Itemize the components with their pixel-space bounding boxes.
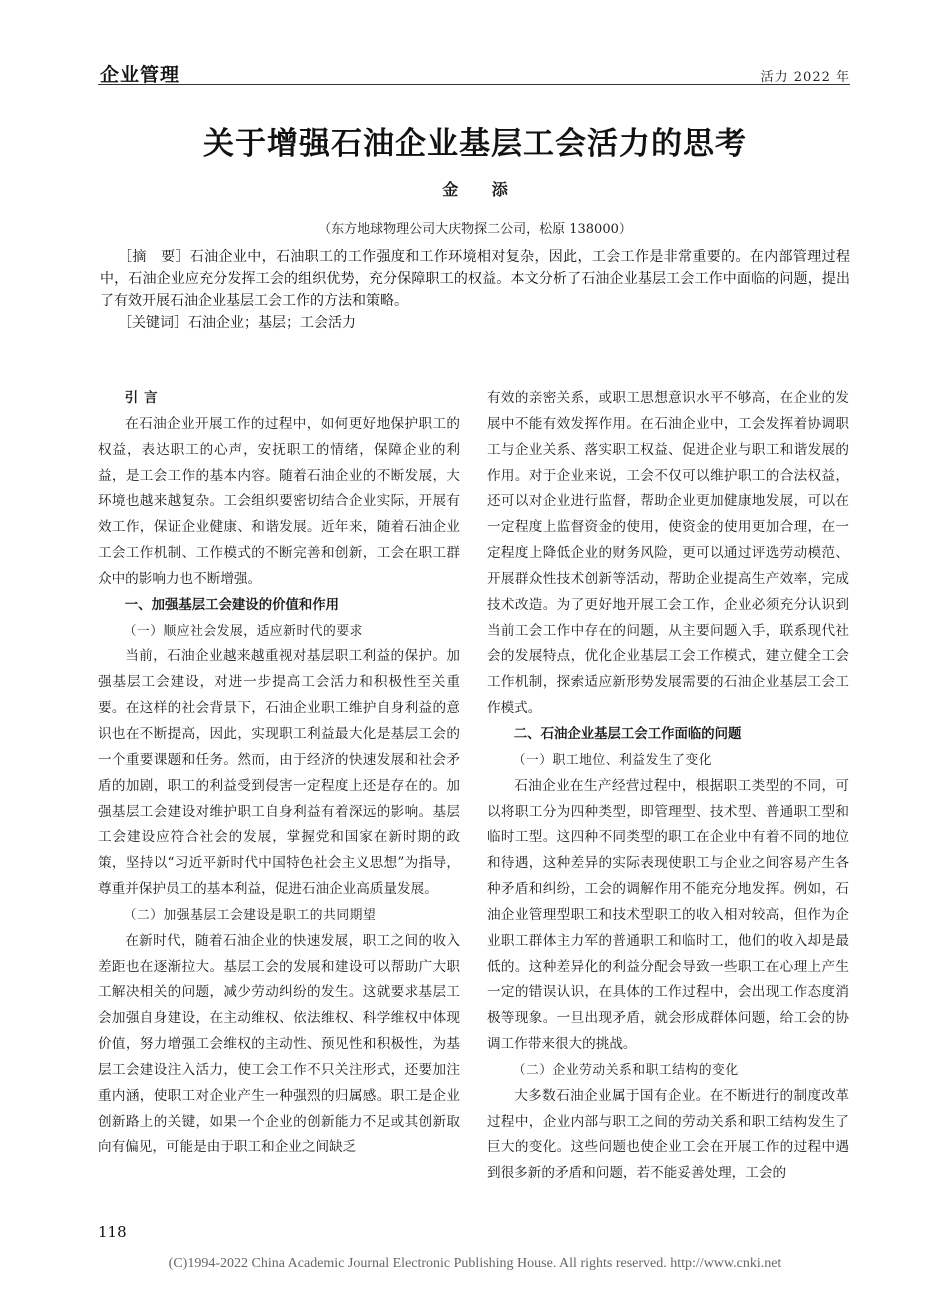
- keywords: ［关键词］石油企业；基层；工会活力: [118, 315, 356, 331]
- subsection-heading-1-2: （二）加强基层工会建设是职工的共同期望: [123, 907, 377, 923]
- running-header: [98, 58, 850, 85]
- paragraph-1-1: 当前，石油企业越来越重视对基层职工利益的保护。加强基层工会建设，对进一步提高工会活力和积极性至关重要。在这样的社会背景下，石油企业职工维护自身利益的意识也在不断提高，因此，实现职工利益最大化是基层工会的一个重要课题和任务。然而，由于经济的快速发展和社会矛盾的加剧，职工的利益受到侵害一定程度上还是存在的。加强基层工会建设对维护职工自身利益有着深远的影响。基层工会建设应符合社会的发展，掌握党和国家在新时期的政策，坚持以“习近平新时代中国特色社会主义思想”为指导，尊重并保护员工的基本利益，促进石油企业高质量发展。: [98, 648, 460, 898]
- section-label: 企业管理: [100, 64, 181, 86]
- copyright-footer: (C)1994-2022 China Academic Journal Electronic Publishing House. All rights reserved. http://www.cnki.net: [168, 1256, 782, 1271]
- left-column: [98, 386, 460, 1161]
- paragraph-1-2: 在新时代，随着石油企业的快速发展，职工之间的收入差距也在逐渐拉大。基层工会的发展和建设可以帮助广大职工解决相关的问题，减少劳动纠纷的发生。这就要求基层工会加强自身建设，在主动维权、依法维权、科学维权中体现价值，努力增强工会维权的主动性、预见性和积极性，为基层工会建设注入活力，使工会工作不只关注形式，还要加注重内涵，使职工对企业产生一种强烈的归属感。职工是企业创新路上的关键，如果一个企业的创新能力不足或其创新取向有偏见，可能是由于职工和企业之间缺乏: [98, 932, 460, 1156]
- page-number: 118: [98, 1223, 127, 1241]
- intro-heading: 引言: [124, 391, 164, 406]
- right-column: [487, 386, 849, 1187]
- section-heading-2: 二、石油企业基层工会工作面临的问题: [513, 726, 742, 742]
- subsection-heading-2-2: （二）企业劳动关系和职工结构的变化: [512, 1062, 739, 1078]
- paragraph-2-2: 大多数石油企业属于国有企业。在不断进行的制度改革过程中，企业内部与职工之间的劳动关系和职工结构发生了巨大的变化。这些问题也使企业工会在开展工作的过程中遇到很多新的矛盾和问题，若不能妥善处理，工会的: [487, 1087, 849, 1182]
- section-heading-1: 一、加强基层工会建设的价值和作用: [124, 597, 340, 613]
- author-name: 金 添: [442, 180, 522, 199]
- abstract: ［摘 要］石油企业中，石油职工的工作强度和工作环境相对复杂，因此，工会工作是非常重要的。在内部管理过程中，石油企业应充分发挥工会的组织优势，充分保障职工的权益。本文分析了石油企业基层工会工作中面临的问题，提出了有效开展石油企业基层工会工作的方法和策略。: [100, 249, 850, 309]
- subsection-heading-1-1: （一）顺应社会发展，适应新时代的要求: [123, 623, 363, 639]
- subsection-heading-2-1: （一）职工地位、利益发生了变化: [512, 752, 713, 768]
- intro-paragraph: 在石油企业开展工作的过程中，如何更好地保护职工的权益，表达职工的心声，安抚职工的情绪，保障企业的利益，是工会工作的基本内容。随着石油企业的不断发展，大环境也越来越复杂。工会组织要密切结合企业实际，开展有效工作，保证企业健康、和谐发展。近年来，随着石油企业工会工作机制、工作模式的不断完善和创新，工会在职工群众中的影响力也不断增强。: [98, 415, 460, 587]
- author-affiliation: （东方地球物理公司大庆物探二公司，松原 138000）: [318, 222, 632, 237]
- paragraph-continued: 有效的亲密关系，或职工思想意识水平不够高，在企业的发展中不能有效发挥作用。在石油企业中，工会发挥着协调职工与企业关系、落实职工权益、促进企业与职工和谐发展的作用。对于企业来说，工会不仅可以维护职工的合法权益，还可以对企业进行监督，帮助企业更加健康地发展，可以在一定程度上监督资金的使用，使资金的使用更加合理，在一定程度上降低企业的财务风险，更可以通过评选劳动模范、开展群众性技术创新等活动，帮助企业提高生产效率，完成技术改造。为了更好地开展工会工作，企业必须充分认识到当前工会工作中存在的问题，从主要问题入手，联系现代社会的发展特点，优化企业基层工会工作模式，建立健全工会工作机制，探索适应新形势发展需要的石油企业基层工会工作模式。: [487, 390, 849, 717]
- paragraph-2-1: 石油企业在生产经营过程中，根据职工类型的不同，可以将职工分为四种类型，即管理型、技术型、普通职工型和临时工型。这四种不同类型的职工在企业中有着不同的地位和待遇，这种差异的实际表现使职工与企业之间容易产生各种矛盾和纠纷，工会的调解作用不能充分地发挥。例如，石油企业管理型职工和技术型职工的收入相对较高，但作为企业职工群体主力军的普通职工和临时工，他们的收入却是最低的。这种差异化的利益分配会导致一些职工在心理上产生一定的错误认识，在具体的工作过程中，会出现工作态度消极等现象。一旦出现矛盾，就会形成群体问题，给工会的协调工作带来很大的挑战。: [487, 777, 849, 1053]
- journal-label: 活力 2022 年: [760, 70, 850, 85]
- article-title: 关于增强石油企业基层工会活力的思考: [203, 126, 747, 162]
